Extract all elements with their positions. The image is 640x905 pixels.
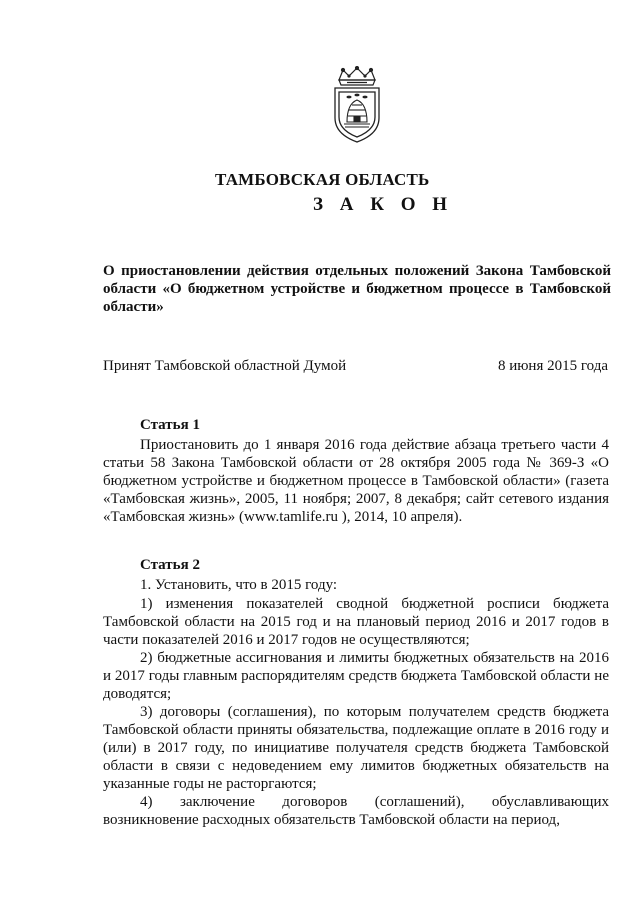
article-2-item-2: 2) бюджетные ассигнования и лимиты бюджетных обязательств на 2016 и 2017 годы главным распорядителям средств бюджета Тамбовской области не доводятся; [103, 650, 609, 702]
tambov-coat-of-arms-icon [327, 66, 387, 144]
article-2-heading: Статья 2 [140, 557, 200, 573]
article-1-text: Приостановить до 1 января 2016 года действие абзаца третьего части 4 статьи 58 Закона Тамбовской области от 28 октября 2005 года № 369-З «О бюджетном устройстве и бюджетном процессе в Тамбовской области» (газета «Тамбовская жизнь», 2005, 11 ноября; 2007, 8 декабря; сайт сетевого издания «Тамбовская жизнь» (www.tamlife.ru ), 2014, 10 апреля). [103, 437, 609, 525]
article-2-item-3: 3) договоры (соглашения), по которым получателем средств бюджета Тамбовской области приняты обязательства, подлежащие оплате в 2016 году и (или) в 2017 году, по инициативе получателя средств бюджета Тамбовской области в связи с недоведением ему лимитов бюджетных обязательств на указанные годы не расторгаются; [103, 704, 609, 792]
article-1-heading: Статья 1 [140, 417, 200, 433]
article-2-item-4: 4) заключение договоров (соглашений), обуславливающих возникновение расходных обязательств Тамбовской области на период, [103, 794, 609, 828]
adoption-date: 8 июня 2015 года [497, 358, 608, 374]
law-title: О приостановлении действия отдельных положений Закона Тамбовской области «О бюджетном устройстве и бюджетном процессе в Тамбовской области» [103, 263, 611, 315]
adoption-line [103, 357, 608, 375]
document-type: З А К О Н [313, 194, 454, 215]
article-2-intro: 1. Установить, что в 2015 году: [140, 577, 338, 593]
adopted-by: Принят Тамбовской областной Думой [103, 358, 347, 374]
article-2-item-1: 1) изменения показателей сводной бюджетной росписи бюджета Тамбовской области на 2015 год и на плановый период 2016 и 2017 годов в части показателей 2016 и 2017 годов не осуществляются; [103, 596, 609, 648]
region-name: ТАМБОВСКАЯ ОБЛАСТЬ [215, 170, 430, 189]
